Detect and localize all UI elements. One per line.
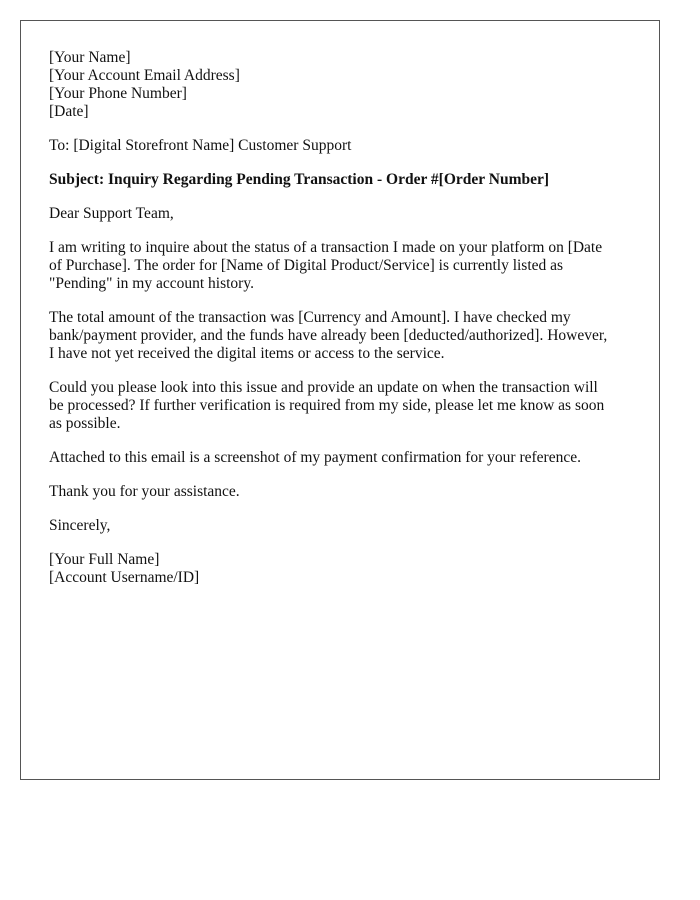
body-paragraph-amount <box>49 309 631 363</box>
sender-email: [Your Account Email Address] <box>49 67 240 84</box>
body-line: bank/payment provider, and the funds have already been [deducted/authorized]. However, <box>49 327 608 344</box>
body-line: "Pending" in my account history. <box>49 275 254 292</box>
letter-content <box>49 49 631 587</box>
body-paragraph-attachment <box>49 449 631 467</box>
body-line: of Purchase]. The order for [Name of Digital Product/Service] is currently listed as <box>49 257 564 274</box>
sender-phone: [Your Phone Number] <box>49 85 187 102</box>
greeting-paragraph <box>49 205 631 223</box>
subject-paragraph <box>49 171 631 189</box>
body-line: I have not yet received the digital items or access to the service. <box>49 345 445 362</box>
body-paragraph-inquiry <box>49 239 631 293</box>
body-line: be processed? If further verification is required from my side, please let me know as soon <box>49 397 605 414</box>
recipient-line <box>49 137 631 155</box>
sender-block <box>49 49 631 121</box>
body-line: Attached to this email is a screenshot of my payment confirmation for your reference. <box>49 449 581 466</box>
signature-full-name: [Your Full Name] <box>49 551 160 568</box>
letter-date: [Date] <box>49 103 89 120</box>
subject-line: Subject: Inquiry Regarding Pending Transaction - Order #[Order Number] <box>49 171 550 188</box>
body-paragraph-thanks <box>49 483 631 501</box>
signature-account-id: [Account Username/ID] <box>49 569 200 586</box>
body-line: Could you please look into this issue and provide an update on when the transaction will <box>49 379 598 396</box>
body-line: The total amount of the transaction was [Currency and Amount]. I have checked my <box>49 309 571 326</box>
closing: Sincerely, <box>49 517 111 534</box>
to-line: To: [Digital Storefront Name] Customer Support <box>49 137 352 154</box>
body-line: Thank you for your assistance. <box>49 483 240 500</box>
body-paragraph-request <box>49 379 631 433</box>
body-line: I am writing to inquire about the status of a transaction I made on your platform on [Date <box>49 239 603 256</box>
sender-name: [Your Name] <box>49 49 131 66</box>
closing-paragraph <box>49 517 631 535</box>
greeting: Dear Support Team, <box>49 205 174 222</box>
signature-block <box>49 551 631 587</box>
body-line: as possible. <box>49 415 121 432</box>
letter-page <box>20 20 660 780</box>
